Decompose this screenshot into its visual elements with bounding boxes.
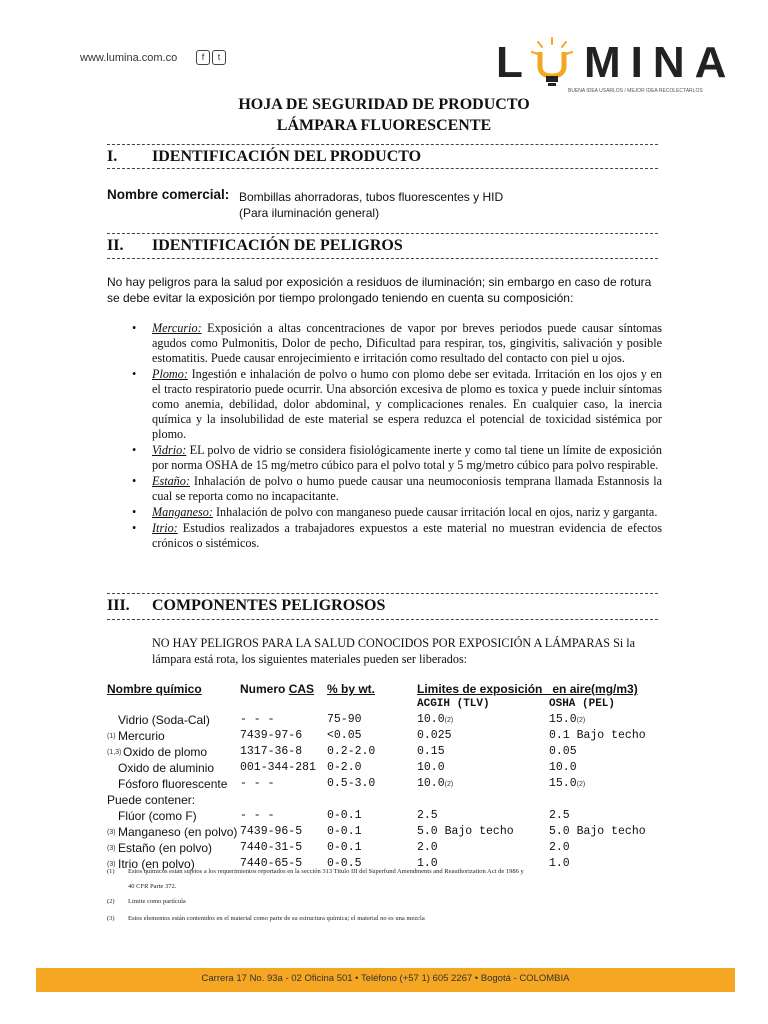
chemical-name: Oxido de plomo <box>123 745 208 759</box>
acgih-value: 2.0 <box>417 841 438 854</box>
cas-number: 7440-31-5 <box>240 841 303 854</box>
section-divider <box>107 258 658 259</box>
weight-percent: 0-0.5 <box>327 857 362 870</box>
logo-wordmark <box>496 36 737 88</box>
osha-value <box>549 745 577 758</box>
footnote-number: (1) <box>107 868 115 875</box>
footer-address: Carrera 17 No. 93a - 02 Oficina 501 • Teléfono (+57 1) 605 2267 • Bogotá - COLOMBIA <box>201 973 570 984</box>
hazard-item <box>132 474 662 504</box>
section-divider <box>107 144 658 145</box>
twitter-icon[interactable]: t <box>212 50 226 65</box>
hazard-text: Ingestión e inhalación de polvo o humo con plomo debe ser evitada. Irritación en los ojos y en el tracto respiratorio puede ocurrir. Una absorción excesiva de plomo es toxica y puede incluir síntomas como anemia, debilidad, dolor abdominal, y complicaciones renales. En cualquier caso, la inercia química y la insolubilidad de este material se espera reduzca el potencial de toxicidad sistémica por plomo. <box>152 367 662 441</box>
osha-number: 15.0 <box>549 713 577 726</box>
acgih-value <box>417 713 453 726</box>
trade-name-value: Bombillas ahorradoras, tubos fluorescentes y HID <box>239 190 504 204</box>
cas-number: - - - <box>240 713 275 726</box>
section-divider <box>107 168 658 169</box>
chemical-name: Mercurio <box>118 729 165 743</box>
hazard-term: Manganeso: <box>152 505 213 519</box>
section-divider <box>107 593 658 594</box>
footnote-ref: (1) <box>107 733 116 740</box>
acgih-number: 0.025 <box>417 729 452 742</box>
lumina-logo <box>496 36 737 100</box>
cas-number: - - - <box>240 777 275 790</box>
chemical-name: Fósforo fluorescente <box>118 777 228 791</box>
hazard-term: Plomo: <box>152 367 188 381</box>
osha-ref: (2) <box>576 717 586 724</box>
weight-percent: 0-0.1 <box>327 809 362 822</box>
chemical-name: Manganeso (en polvo) <box>118 825 238 839</box>
acgih-value <box>417 777 453 790</box>
acgih-ref: (2) <box>444 717 454 724</box>
hazard-list <box>132 321 662 552</box>
hazard-text: Inhalación de polvo o humo puede causar una neumoconiosis temprana llamada Estannosis la cual se reporta como no incapacitante. <box>152 474 662 503</box>
col-header-cas-abbr: CAS <box>288 682 315 696</box>
footer-bar <box>36 968 735 992</box>
cas-number: 7440-65-5 <box>240 857 303 870</box>
section-divider <box>107 233 658 234</box>
cas-number: - - - <box>240 809 275 822</box>
hazard-term: Vidrio: <box>152 443 187 457</box>
bullet-icon: • <box>132 321 137 335</box>
osha-value <box>549 729 646 742</box>
footnote-text: Estos químicos están sujetos a los requerimientos reportados en la sección 313 Titulo III del Superfund Amendments and Reauthorization Act de 1986 y <box>128 868 524 875</box>
facebook-icon[interactable]: f <box>196 50 210 65</box>
logo-letter-l: L <box>496 38 523 87</box>
hazard-term: Itrio: <box>152 521 178 535</box>
footnote-text: Limite como partícula <box>128 898 186 905</box>
cas-number: 001-344-281 <box>240 761 316 774</box>
weight-percent: 0-0.1 <box>327 825 362 838</box>
osha-number: 0.05 <box>549 745 577 758</box>
hazard-item <box>132 367 662 442</box>
col-header-cas <box>240 682 314 696</box>
footnote-ref: (3) <box>107 845 116 852</box>
hazard-text: EL polvo de vidrio se considera fisiológicamente inerte y como tal tiene un límite de exposición por norma OSHA de 15 mg/metro cúbico para el polvo total y 5 mg/metro cúbico para polvo respirable. <box>152 443 662 472</box>
osha-ref: (2) <box>576 781 586 788</box>
acgih-value: 2.5 <box>417 809 438 822</box>
weight-percent: 0.5-3.0 <box>327 777 376 790</box>
acgih-number: 10.0 <box>417 713 445 726</box>
chemical-name: Itrio (en polvo) <box>118 857 195 871</box>
acgih-number: 10.0 <box>417 761 445 774</box>
footnote-number: (3) <box>107 915 115 922</box>
hazards-intro-line-2: se debe evitar la exposición por tiempo prolongado teniendo en cuenta su composición: <box>107 291 574 305</box>
osha-value: 1.0 <box>549 857 570 870</box>
col-header-acgih: ACGIH (TLV) <box>417 698 490 710</box>
chemical-name: Estaño (en polvo) <box>118 841 213 855</box>
section-divider <box>107 619 658 620</box>
section-3-number: III. <box>107 597 130 614</box>
hazard-item <box>132 321 662 366</box>
hazard-text: Exposición a altas concentraciones de vapor por breves periodos puede causar síntomas agudos como Pulmonitis, Dolor de pecho, Dificultad para respirar, tos, gingivitis, salivación y posible estomatitis. Puede causar enrojecimiento e irritación como resultado del contacto con piel u ojos. <box>152 321 662 365</box>
col-header-name: Nombre químico <box>107 682 202 696</box>
cas-number: 7439-97-6 <box>240 729 303 742</box>
footnote-text-continued: 40 CFR Parte 372. <box>128 883 177 890</box>
col-header-pct: % by wt. <box>327 682 376 696</box>
logo-letters-mina: MINA <box>584 38 737 87</box>
hazard-item <box>132 505 662 520</box>
hazard-item <box>132 443 662 473</box>
footnote-ref: (1,3) <box>107 749 122 756</box>
osha-number: 10.0 <box>549 761 577 774</box>
acgih-value <box>417 729 452 742</box>
footnote-ref: (3) <box>107 829 116 836</box>
osha-number: 15.0 <box>549 777 577 790</box>
acgih-number: 10.0 <box>417 777 445 790</box>
osha-value <box>549 713 585 726</box>
osha-value: 2.0 <box>549 841 570 854</box>
weight-percent: 0-2.0 <box>327 761 362 774</box>
footnote-text: Estos elementos están contenidos en el material como parte de su estructura química; el material no es una mezcla <box>128 915 425 922</box>
acgih-number: 0.15 <box>417 745 445 758</box>
cas-number: 1317-36-8 <box>240 745 303 758</box>
section-2-number: II. <box>107 237 124 254</box>
bullet-icon: • <box>132 367 137 381</box>
components-intro-line-1: NO HAY PELIGROS PARA LA SALUD CONOCIDOS POR EXPOSICIÓN A LÁMPARAS Si la <box>152 636 636 650</box>
components-intro-line-2: lámpara está rota, los siguientes materiales pueden ser liberados: <box>152 652 468 666</box>
bullet-icon: • <box>132 443 137 457</box>
logo-tagline: BUENA IDEA USARLOS / MEJOR IDEA RECOLECTARLOS <box>568 88 703 94</box>
weight-percent: 0-0.1 <box>327 841 362 854</box>
hazards-intro-line-1: No hay peligros para la salud por exposición a residuos de iluminación; sin embargo en caso de rotura <box>107 275 652 289</box>
chemical-name: Flúor (como F) <box>118 809 197 823</box>
section-1-number: I. <box>107 148 118 165</box>
osha-value <box>549 761 577 774</box>
acgih-value: 5.0 Bajo techo <box>417 825 514 838</box>
col-header-cas-prefix: Numero <box>240 682 289 696</box>
weight-percent: 75-90 <box>327 713 362 726</box>
acgih-value <box>417 745 445 758</box>
document-subtitle: LÁMPARA FLUORESCENTE <box>276 117 492 134</box>
acgih-ref: (2) <box>444 781 454 788</box>
trade-name-label: Nombre comercial: <box>107 187 230 202</box>
hazard-item <box>132 521 662 551</box>
osha-number: 0.1 Bajo techo <box>549 729 646 742</box>
section-2-title: IDENTIFICACIÓN DE PELIGROS <box>152 237 403 254</box>
chemical-name: Oxido de aluminio <box>118 761 215 775</box>
weight-percent: <0.05 <box>327 729 362 742</box>
acgih-value: 1.0 <box>417 857 438 870</box>
website-link[interactable]: www.lumina.com.co <box>80 52 178 64</box>
cas-number: 7439-96-5 <box>240 825 303 838</box>
hazard-text: Inhalación de polvo con manganeso puede causar irritación local en ojos, nariz y garganta. <box>212 505 658 519</box>
col-header-osha: OSHA (PEL) <box>549 698 616 710</box>
footnote-number: (2) <box>107 898 115 905</box>
osha-value: 2.5 <box>549 809 570 822</box>
document-title: HOJA DE SEGURIDAD DE PRODUCTO <box>238 96 530 113</box>
bullet-icon: • <box>132 521 137 535</box>
trade-name-note: (Para iluminación general) <box>239 206 380 220</box>
hazard-term: Estaño: <box>152 474 190 488</box>
lightbulb-icon <box>530 36 574 90</box>
col-header-limits: Limites de exposición en aire(mg/m3) <box>417 682 638 696</box>
acgih-value <box>417 761 445 774</box>
may-contain-label: Puede contener: <box>107 793 196 807</box>
hazard-text: Estudios realizados a trabajadores expuestos a este material no muestran evidencia de efectos crónicos o sistémicos. <box>152 521 662 550</box>
chemical-name: Vidrio (Soda-Cal) <box>118 713 210 727</box>
osha-value: 5.0 Bajo techo <box>549 825 646 838</box>
osha-value <box>549 777 585 790</box>
footnote-ref: (3) <box>107 861 116 868</box>
hazard-term: Mercurio: <box>152 321 202 335</box>
bullet-icon: • <box>132 505 137 519</box>
section-1-title: IDENTIFICACIÓN DEL PRODUCTO <box>152 148 422 165</box>
section-3-title: COMPONENTES PELIGROSOS <box>152 597 386 614</box>
bullet-icon: • <box>132 474 137 488</box>
weight-percent: 0.2-2.0 <box>327 745 376 758</box>
